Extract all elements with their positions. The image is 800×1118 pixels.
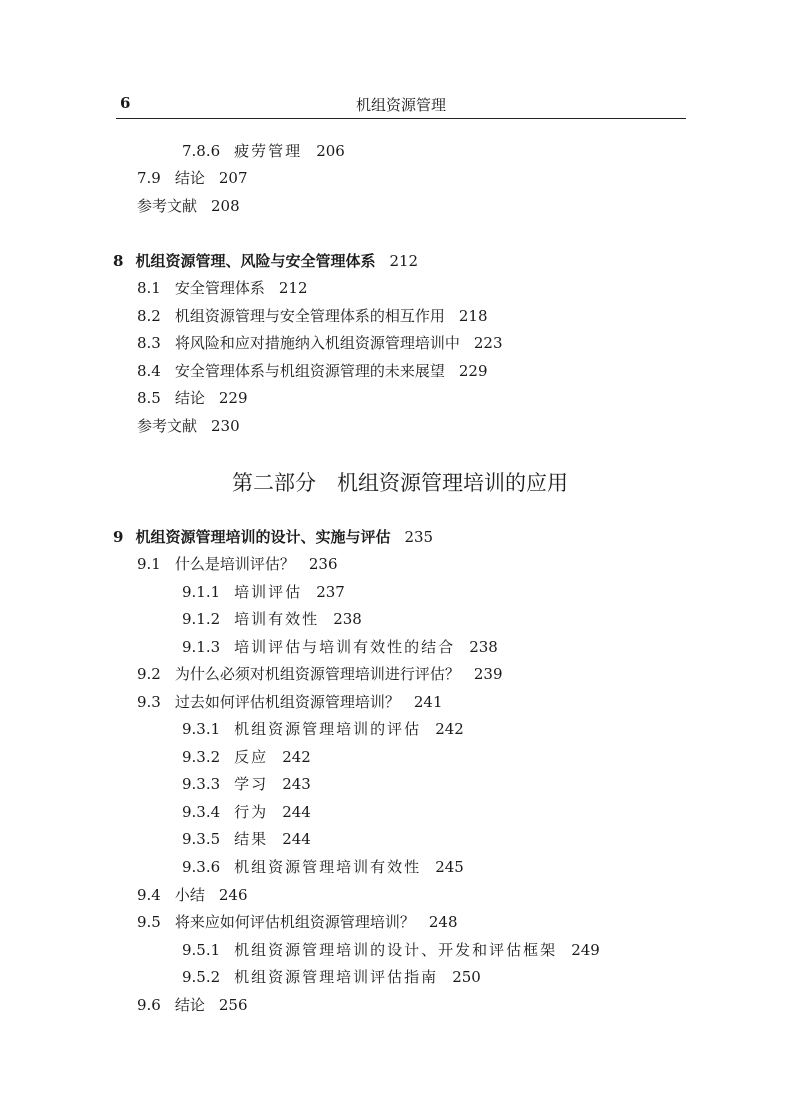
toc-entry-number: 9.2: [137, 665, 161, 683]
toc-entry-number: 9.4: [137, 886, 161, 904]
toc-entry-number: 9.3.2: [182, 748, 221, 766]
toc-entry-number: 9.1.1: [182, 583, 221, 601]
toc-entry-title: 反应: [234, 748, 269, 766]
toc-chapter: [113, 249, 418, 273]
toc-chapter-page: 235: [404, 528, 434, 546]
toc-entry-title: 结论: [174, 389, 205, 407]
toc-entry-page: 238: [469, 638, 498, 656]
toc-entry-title: 机组资源管理培训的设计、开发和评估框架: [234, 941, 558, 959]
toc-entry: [137, 359, 488, 383]
toc-entry-title: 结论: [174, 996, 205, 1014]
toc-entry-title: 培训评估与培训有效性的结合: [234, 638, 456, 656]
toc-entry-page: 242: [435, 720, 464, 738]
toc-entry-page: 243: [282, 775, 311, 793]
toc-entry-title: 过去如何评估机组资源管理培训？: [174, 693, 400, 711]
toc-entry-title: 小结: [174, 886, 205, 904]
running-header: [116, 92, 686, 119]
toc-entry-page: 246: [218, 886, 248, 904]
toc-entry-page: 208: [211, 197, 240, 215]
toc-entry-number: 8.4: [137, 362, 161, 380]
toc-entry-number: 9.5.1: [182, 941, 221, 959]
toc-entry: [137, 166, 248, 190]
toc-entry-page: 241: [413, 693, 443, 711]
toc-entry-page: 238: [333, 610, 362, 628]
toc-entry: [182, 717, 464, 741]
toc-entry: [137, 386, 248, 410]
running-title: 机组资源管理: [355, 96, 446, 114]
toc-entry-page: 244: [282, 803, 311, 821]
toc-entry-page: 242: [282, 748, 311, 766]
toc-entry-title: 为什么必须对机组资源管理培训进行评估？: [174, 665, 460, 683]
toc-entry-page: 244: [282, 830, 311, 848]
toc-entry-page: 207: [218, 169, 248, 187]
toc-entry: [137, 331, 503, 355]
toc-entry-number: 8.5: [137, 389, 161, 407]
toc-entry-page: 239: [473, 665, 503, 683]
toc-entry-page: 245: [435, 858, 464, 876]
toc-entry-number: 9.1.2: [182, 610, 221, 628]
toc-entry-page: 237: [316, 583, 345, 601]
toc-entry-page: 206: [316, 142, 345, 160]
toc-entry-title: 将来应如何评估机组资源管理培训？: [174, 913, 415, 931]
toc-chapter-title: 机组资源管理、风险与安全管理体系: [135, 252, 376, 270]
toc-entry-number: 9.3.4: [182, 803, 221, 821]
toc-entry: [137, 910, 458, 934]
toc-entry: [182, 855, 464, 879]
toc-entry-title: 培训有效性: [234, 610, 320, 628]
toc-entry-number: 9.3: [137, 693, 161, 711]
toc-entry-number: 8.1: [137, 279, 161, 297]
toc-entry: [182, 139, 345, 163]
toc-entry-number: 8.3: [137, 334, 161, 352]
toc-entry: [137, 993, 248, 1017]
toc-entry: [182, 938, 600, 962]
toc-entry-title: 安全管理体系: [174, 279, 265, 297]
toc-entry: [137, 304, 488, 328]
toc-entry: [182, 635, 498, 659]
toc-entry-number: 9.5.2: [182, 968, 221, 986]
toc-entry-title: 将风险和应对措施纳入机组资源管理培训中: [174, 334, 460, 352]
toc-entry: [182, 607, 362, 631]
toc-entry-title: 机组资源管理培训有效性: [234, 858, 422, 876]
toc-entry-number: 9.3.1: [182, 720, 221, 738]
toc-entry: [182, 745, 311, 769]
toc-entry: [137, 414, 240, 438]
toc-chapter: [113, 525, 433, 549]
toc-entry-title: 行为: [234, 803, 269, 821]
toc-entry: [137, 883, 248, 907]
toc-entry: [182, 827, 311, 851]
toc-entry-number: 7.9: [137, 169, 161, 187]
toc-entry-page: 229: [458, 362, 488, 380]
toc-entry-title: 机组资源管理培训的评估: [234, 720, 422, 738]
toc-entry: [182, 580, 345, 604]
toc-entry-title: 参考文献: [137, 197, 198, 215]
toc-entry-number: 9.6: [137, 996, 161, 1014]
toc-entry: [137, 662, 503, 686]
toc-entry-page: 250: [452, 968, 481, 986]
toc-entry-page: 249: [571, 941, 600, 959]
toc-entry-page: 218: [458, 307, 488, 325]
part-heading: 第二部分 机组资源管理培训的应用: [232, 471, 568, 495]
toc-entry-title: 机组资源管理与安全管理体系的相互作用: [174, 307, 445, 325]
toc-entry-title: 结论: [174, 169, 205, 187]
page-number: 6: [120, 94, 131, 112]
toc-entry-page: 223: [473, 334, 503, 352]
toc-entry-title: 结果: [234, 830, 269, 848]
toc-entry-page: 236: [308, 555, 338, 573]
toc-entry-title: 参考文献: [137, 417, 198, 435]
toc-entry-page: 212: [278, 279, 308, 297]
toc-entry: [137, 552, 338, 576]
toc-entry-page: 230: [211, 417, 240, 435]
toc-entry-number: 9.3.6: [182, 858, 221, 876]
toc-entry-page: 248: [428, 913, 458, 931]
toc-entry-number: 8.2: [137, 307, 161, 325]
toc-chapter-number: 9: [113, 528, 124, 546]
toc-entry-number: 9.1.3: [182, 638, 221, 656]
toc-entry-number: 9.1: [137, 555, 161, 573]
toc-entry-title: 疲劳管理: [234, 142, 303, 160]
toc-entry: [137, 276, 308, 300]
toc-entry-number: 9.5: [137, 913, 161, 931]
toc-entry-title: 培训评估: [234, 583, 303, 601]
toc-entry-title: 什么是培训评估？: [174, 555, 295, 573]
toc-entry-title: 机组资源管理培训评估指南: [234, 968, 439, 986]
toc-entry-page: 256: [218, 996, 248, 1014]
toc-chapter-number: 8: [113, 252, 124, 270]
toc-entry: [182, 800, 311, 824]
toc-entry-number: 9.3.3: [182, 775, 221, 793]
toc-entry: [137, 194, 240, 218]
toc-entry: [137, 690, 443, 714]
toc-entry-page: 229: [218, 389, 248, 407]
toc-entry: [182, 772, 311, 796]
toc-entry-title: 学习: [234, 775, 269, 793]
toc-chapter-page: 212: [389, 252, 419, 270]
toc-entry-number: 7.8.6: [182, 142, 221, 160]
toc-entry-number: 9.3.5: [182, 830, 221, 848]
toc-entry: [182, 965, 481, 989]
toc-chapter-title: 机组资源管理培训的设计、实施与评估: [135, 528, 391, 546]
toc-entry-title: 安全管理体系与机组资源管理的未来展望: [174, 362, 445, 380]
